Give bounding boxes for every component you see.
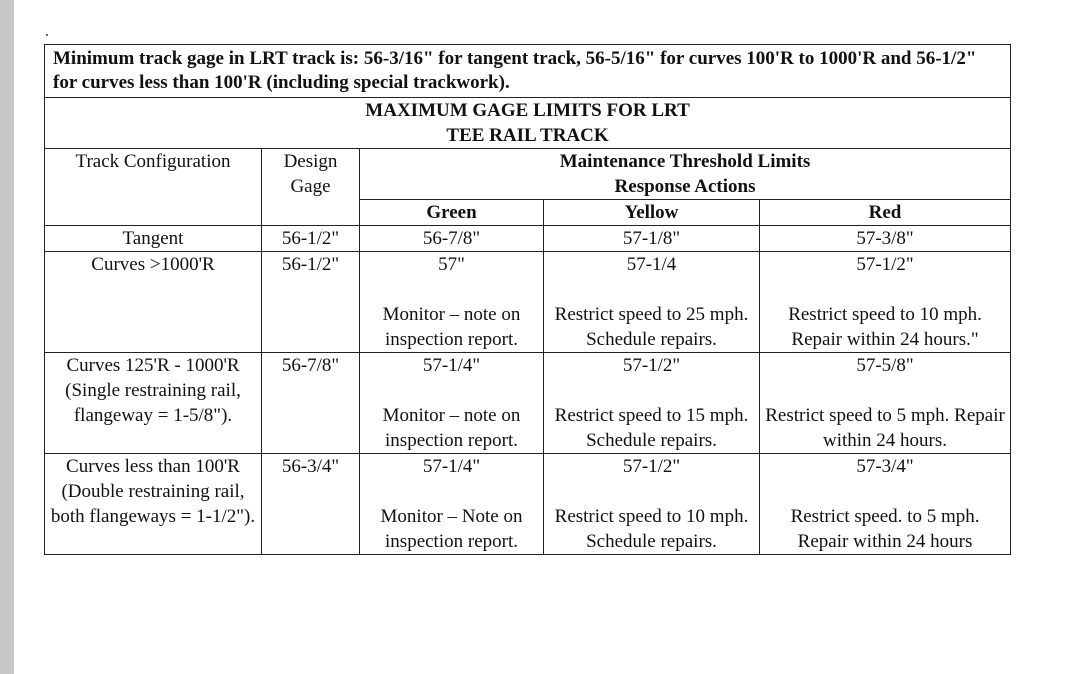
- green-limit-value: 57": [438, 254, 465, 275]
- page-edge-shadow: [0, 0, 14, 674]
- header-green: Green: [360, 200, 544, 226]
- design-gage-cell: 56-1/2": [262, 226, 360, 252]
- green-response-action: Monitor – Note on inspection report.: [380, 506, 523, 552]
- green-limit-cell: [360, 252, 544, 353]
- table-title: [45, 98, 1011, 149]
- yellow-limit-value: 57-1/4: [626, 254, 677, 275]
- table-row-tangent: [45, 226, 1011, 252]
- red-limit-cell: [760, 454, 1011, 555]
- header-maintenance-label: Maintenance Threshold Limits: [559, 151, 811, 172]
- red-limit-cell: [760, 353, 1011, 454]
- yellow-limit-value: 57-1/2": [622, 355, 681, 376]
- minimum-gage-note: Minimum track gage in LRT track is: 56-3/16" for tangent track, 56-5/16" for curves 100'R to 1000'R and 56-1/2" for curves less than 100'R (including special trackwork).: [45, 45, 1011, 98]
- table-row-curves-over-1000: [45, 252, 1011, 353]
- scan-speck: [46, 34, 48, 36]
- red-limit-value: 57-3/4": [856, 456, 914, 477]
- yellow-limit-cell: [544, 454, 760, 555]
- red-limit-cell: [760, 252, 1011, 353]
- green-response-action: Monitor – note on inspection report.: [382, 405, 521, 451]
- design-gage-cell: 56-7/8": [262, 353, 360, 454]
- header-yellow: Yellow: [544, 200, 760, 226]
- yellow-limit-cell: 57-1/8": [544, 226, 760, 252]
- title-row: [45, 98, 1011, 149]
- green-limit-cell: [360, 353, 544, 454]
- design-gage-cell: 56-3/4": [262, 454, 360, 555]
- yellow-response-action: Restrict speed to 10 mph. Schedule repairs.: [554, 506, 749, 552]
- green-limit-cell: [360, 454, 544, 555]
- header-row-1: [45, 149, 1011, 200]
- track-configuration-cell: Curves >1000'R: [45, 252, 262, 353]
- track-configuration-cell: Curves 125'R - 1000'R (Single restraining rail, flangeway = 1-5/8").: [45, 353, 262, 454]
- gage-limits-table: [44, 44, 1011, 555]
- table-title-line-2: TEE RAIL TRACK: [446, 125, 609, 146]
- red-response-action: Restrict speed to 10 mph. Repair within 24 hours.": [788, 304, 982, 350]
- header-track-configuration: Track Configuration: [45, 149, 262, 226]
- green-limit-cell: 56-7/8": [360, 226, 544, 252]
- yellow-response-action: Restrict speed to 15 mph. Schedule repairs.: [554, 405, 749, 451]
- red-response-action: Restrict speed to 5 mph. Repair within 24 hours.: [765, 405, 1005, 451]
- green-response-action: Monitor – note on inspection report.: [382, 304, 521, 350]
- yellow-limit-cell: [544, 252, 760, 353]
- red-response-action: Restrict speed. to 5 mph. Repair within 24 hours: [790, 506, 980, 552]
- header-design-gage-line-2: Gage: [290, 176, 331, 197]
- table-title-line-1: MAXIMUM GAGE LIMITS FOR LRT: [365, 100, 690, 121]
- red-limit-value: 57-5/8": [856, 355, 914, 376]
- green-limit-value: 57-1/4": [422, 355, 481, 376]
- track-configuration-cell: Curves less than 100'R (Double restraining rail, both flangeways = 1-1/2").: [45, 454, 262, 555]
- yellow-limit-value: 57-1/2": [622, 456, 681, 477]
- note-row: [45, 45, 1011, 98]
- yellow-response-action: Restrict speed to 25 mph. Schedule repairs.: [554, 304, 749, 350]
- header-red: Red: [760, 200, 1011, 226]
- red-limit-value: 57-1/2": [856, 254, 914, 275]
- table-row-curves-125-to-1000: [45, 353, 1011, 454]
- table-row-curves-under-100: [45, 454, 1011, 555]
- header-design-gage-line-1: Design: [283, 151, 338, 172]
- green-limit-value: 57-1/4": [422, 456, 481, 477]
- track-configuration-cell: Tangent: [45, 226, 262, 252]
- header-design-gage: [262, 149, 360, 226]
- design-gage-cell: 56-1/2": [262, 252, 360, 353]
- yellow-limit-cell: [544, 353, 760, 454]
- header-response-label: Response Actions: [614, 176, 756, 197]
- header-maintenance-threshold: [360, 149, 1011, 200]
- red-limit-cell: 57-3/8": [760, 226, 1011, 252]
